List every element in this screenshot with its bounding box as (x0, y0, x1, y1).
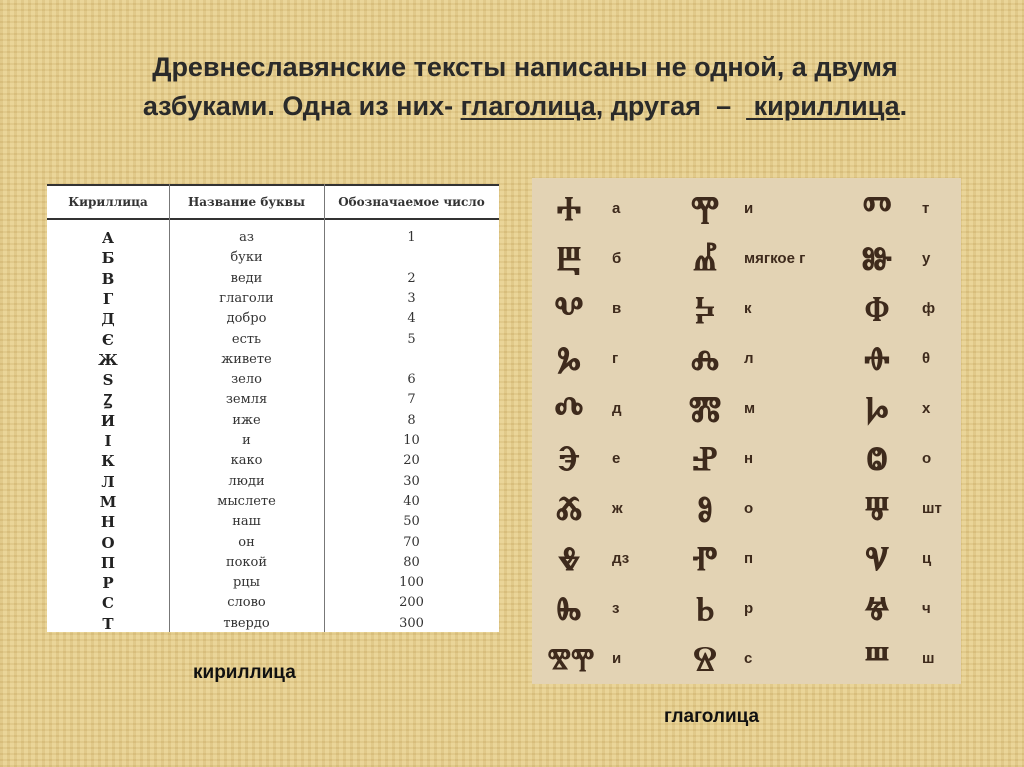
cyrillic-letter: Ꙁ (103, 391, 113, 410)
glagolitic-sound-label: дз (612, 550, 630, 567)
glagolitic-glyph: Ⱈ (865, 389, 889, 429)
table-row (47, 309, 499, 329)
glagolitic-glyph: Ⱄ (693, 639, 717, 679)
table-row (47, 390, 499, 410)
glagolitic-sound-label: ш (922, 650, 935, 667)
table-row (47, 370, 499, 390)
glagolitic-glyph: Ⰾ (690, 339, 720, 379)
table-row (47, 614, 499, 634)
letter-name: глаголи (219, 290, 274, 306)
table-header-row (47, 184, 499, 220)
table-row (47, 553, 499, 573)
cyrillic-word: кириллица (746, 91, 900, 121)
letter-name: люди (228, 473, 265, 489)
glagolitic-sound-label: а (612, 200, 621, 217)
letter-number: 10 (403, 433, 420, 448)
table-row (47, 533, 499, 553)
letter-number: 2 (407, 270, 416, 286)
glagolitic-glyph: Ⰿ (688, 389, 722, 429)
letter-number: 100 (399, 575, 424, 591)
glagolitic-sound-label: б (612, 250, 622, 267)
cyrillic-caption: кириллица (193, 662, 296, 683)
glagolitic-glyph: ⰊⰉ (547, 642, 595, 675)
slide-title (60, 48, 990, 126)
cyrillic-letter: И (100, 411, 116, 430)
glagolitic-sound-label: з (612, 600, 620, 617)
letter-number: 200 (399, 595, 424, 611)
table-row (47, 573, 499, 593)
glagolitic-sound-label: ц (922, 550, 932, 567)
cyrillic-letter: М (99, 492, 117, 511)
glagolitic-sound-label: н (744, 450, 754, 467)
letter-number: 70 (403, 534, 420, 550)
glagolitic-glyph: Ⱉ (866, 439, 888, 479)
letter-name: како (230, 453, 263, 469)
cyrillic-letter: Г (102, 289, 114, 308)
letter-name: покой (225, 554, 268, 570)
cyrillic-letter: Н (100, 513, 116, 532)
letter-number: 4 (407, 311, 416, 327)
glagolitic-sound-label: ф (922, 300, 936, 317)
cyrillic-letter: Л (101, 472, 115, 491)
glagolitic-glyph: Ⰼ (692, 239, 718, 279)
glagolitic-sound-label: и (612, 650, 622, 667)
letter-number: 6 (407, 372, 416, 388)
title-line-2-prefix: азбуками. Одна из них- (142, 91, 461, 121)
letter-number: 8 (407, 412, 416, 428)
glagolitic-sound-label: у (922, 250, 931, 267)
glagolitic-glyph: Ⰷ (557, 539, 581, 579)
cyrillic-letter: Д (101, 310, 115, 329)
table-row (47, 411, 499, 431)
letter-name: мыслете (217, 493, 276, 509)
glagolitic-sound-label: о (922, 450, 932, 467)
glagolitic-glyph: Ⰸ (556, 589, 582, 629)
glagolitic-glyph: Ⰶ (555, 489, 583, 529)
cyrillic-letter: К (101, 452, 115, 471)
glagolitic-sound-label: ж (612, 500, 623, 517)
glagolitic-sound-label: л (744, 350, 754, 367)
glagolitic-glyph: Ⰰ (556, 189, 582, 229)
cyrillic-letter: Ѕ (102, 371, 114, 390)
cyrillic-letter: П (100, 553, 116, 572)
letter-number: 1 (407, 230, 416, 245)
letter-number: 30 (403, 473, 420, 489)
cyrillic-letter: А (101, 229, 115, 247)
glagolitic-glyph: Ⱎ (864, 639, 890, 679)
header-number: Обозначаемое число (338, 195, 485, 209)
table-row (47, 492, 499, 512)
letter-number: 7 (407, 392, 416, 408)
glagolitic-sound-label: п (744, 550, 754, 567)
cyrillic-letter: С (102, 594, 114, 613)
cyrillic-letter: В (101, 269, 115, 288)
cyrillic-letter: Б (101, 249, 115, 268)
title-line-2-mid: , другая – (595, 91, 747, 121)
letter-name: и (242, 433, 251, 448)
letter-name: слово (227, 595, 266, 611)
glagolitic-glyph: Ⰵ (558, 439, 580, 479)
glagolitic-sound-label: т (922, 200, 930, 217)
table-row (47, 289, 499, 309)
letter-name: аз (239, 230, 254, 245)
glagolitic-sound-label: р (744, 600, 754, 617)
glagolitic-glyph: Ⰳ (557, 339, 581, 379)
header-letter-name: Название буквы (187, 195, 306, 209)
table-row (47, 350, 499, 370)
letter-number: 5 (407, 331, 416, 347)
glagolitic-sound-label: в (612, 300, 622, 317)
cyrillic-letter: І (104, 432, 112, 450)
glagolitic-glyph: Ⰽ (695, 289, 715, 329)
glagolitic-glyph: Ⱁ (697, 489, 713, 529)
letter-name: наш (232, 514, 261, 530)
glagolitic-glyph: Ⱀ (692, 439, 718, 479)
table-row (47, 431, 499, 451)
table-row (47, 593, 499, 613)
letter-name: зело (231, 372, 262, 388)
glagolitic-glyph: Ⱌ (865, 539, 889, 579)
glagolitic-sound-label: х (922, 400, 931, 417)
cyrillic-letter: Т (102, 614, 114, 633)
letter-name: есть (231, 331, 262, 347)
glagolitic-glyph: Ⱍ (864, 589, 890, 629)
letter-name: живете (221, 351, 272, 367)
letter-name: земля (225, 392, 268, 408)
table-row (47, 228, 499, 248)
letter-name: рцы (232, 575, 261, 591)
glagolitic-sound-label: с (744, 650, 753, 667)
glagolitic-sound-label: ч (922, 600, 931, 617)
title-line-1: Древнеславянские тексты написаны не одной, а двумя (152, 52, 898, 82)
table-row (47, 451, 499, 471)
header-cyrillic: Кириллица (68, 195, 148, 209)
table-row (47, 472, 499, 492)
letter-name: твердо (223, 615, 270, 631)
cyrillic-letter: О (101, 533, 115, 552)
glagolitic-sound-label: мягкое г (744, 250, 806, 267)
glagolitic-glyph: Ⱆ (861, 239, 893, 279)
glagolitic-sound-label: е (612, 450, 621, 467)
glagolitic-glyph: Ⰹ (690, 189, 720, 229)
glagolitic-sound-label: д (612, 400, 622, 417)
letter-name: иже (232, 412, 261, 428)
title-line-2 (60, 87, 990, 126)
letter-number: 300 (399, 615, 424, 631)
glagolitic-glyph: Ⰴ (554, 389, 584, 429)
cyrillic-letter: Р (102, 574, 114, 593)
glagolitic-sound-label: шт (922, 500, 942, 517)
letter-name: буки (230, 250, 263, 266)
letter-number: 40 (403, 493, 420, 509)
cyrillic-table (47, 184, 499, 632)
glagolitic-word: глаголица (460, 91, 596, 121)
glagolitic-sound-label: г (612, 350, 619, 367)
glagolitic-glyph: Ⱚ (864, 339, 890, 379)
glagolitic-sound-label: θ (922, 350, 931, 367)
letter-name: он (238, 534, 255, 550)
glagolitic-panel (532, 178, 961, 684)
glagolitic-glyph: Ⱇ (864, 289, 890, 329)
glagolitic-sound-label: м (744, 400, 756, 417)
letter-number: 50 (403, 514, 420, 530)
table-row (47, 269, 499, 289)
table-row (47, 330, 499, 350)
glagolitic-glyph: Ⰱ (556, 239, 582, 279)
letter-name: добро (226, 311, 267, 327)
glagolitic-glyph: Ⰲ (554, 289, 584, 329)
glagolitic-glyph: Ⱃ (695, 589, 715, 629)
title-line-2-end: . (899, 91, 908, 121)
letter-number: 80 (403, 554, 420, 570)
letter-name: веди (230, 270, 263, 286)
glagolitic-glyph: Ⱅ (862, 189, 892, 229)
letter-number: 20 (403, 453, 420, 469)
cyrillic-letter: Є (102, 330, 114, 349)
glagolitic-glyph: Ⱋ (864, 489, 890, 529)
table-row (47, 512, 499, 532)
table-row (47, 248, 499, 268)
cyrillic-letter: Ж (98, 350, 118, 369)
glagolitic-sound-label: и (744, 200, 754, 217)
glagolitic-caption: глаголица (664, 706, 760, 727)
glagolitic-sound-label: к (744, 300, 752, 317)
glagolitic-glyph: Ⱂ (692, 539, 718, 579)
letter-number: 3 (407, 290, 416, 306)
glagolitic-sound-label: о (744, 500, 754, 517)
